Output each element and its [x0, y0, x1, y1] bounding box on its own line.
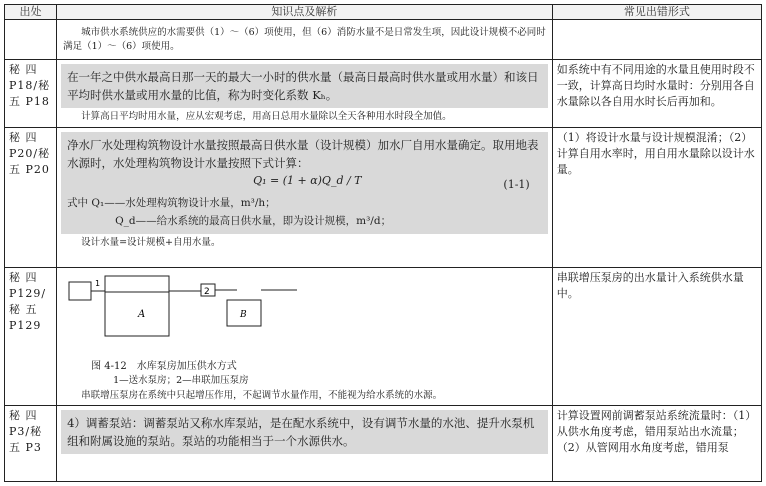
- row-note: 城市供水系统供应的水需要供（1）～（6）项使用，但（6）消防水量不是日常发生项，因此设计规模不必同时满足（1）～（6）项使用。: [63, 27, 546, 52]
- header-knowledge: 知识点及解析: [57, 5, 553, 20]
- excerpt-box: 在一年之中供水最高日那一天的最大一小时的供水量（最高日最高时供水量或用水量）和该日平均时供水量或用水量的比值，称为时变化系数 Kₕ。: [61, 64, 548, 108]
- formula: [67, 172, 542, 194]
- header-row: [5, 5, 762, 20]
- row-note: 计算高日平均时用水量，应从宏观考虑，用高日总用水量除以全天各种用水时段全加值。: [81, 111, 452, 122]
- label-1: 1: [95, 279, 101, 288]
- figure-title: 图 4-12 水库泵房加压供水方式: [91, 361, 237, 372]
- excerpt-box: 4）调蓄泵站：调蓄泵站又称水库泵站，是在配水系统中，设有调节水量的水池、提升水泵机组和附属设施的泵站。泵站的功能相当于一个水源供水。: [61, 410, 548, 454]
- source-ref: 秘 四 P20/秘 五 P20: [9, 131, 51, 176]
- cell-knowledge: [57, 268, 553, 406]
- cell-source: [5, 128, 57, 268]
- cell-mistake: [552, 268, 761, 406]
- content-table: [4, 4, 762, 482]
- source-ref: 秘 四 P18/秘 五 P18: [9, 63, 51, 108]
- mistake-text: 串联增压泵房的出水量计入系统供水量中。: [556, 271, 744, 300]
- mistake-text: 如系统中有不同用途的水量且使用时段不一致，计算高日均时水量时：分别用各自水量除以各自用水时长后再加和。: [556, 63, 755, 108]
- formula-definition-1: 式中 Q₁——水处理构筑物设计水量，m³/h；: [67, 197, 276, 209]
- label-2: 2: [204, 287, 210, 297]
- reservoir-a: [105, 276, 169, 336]
- formula-expression: Q₁ = (1 + α)Q_d / T: [253, 174, 362, 187]
- header-mistakes: 常见出错形式: [552, 5, 761, 20]
- mistake-text: （1）将设计水量与设计规模混淆；（2）计算自用水率时，用自用水量除以设计水量。: [556, 131, 755, 176]
- excerpt-box: 净水厂水处理构筑物设计水量按照最高日供水量（设计规模）加水厂自用水量确定。取用地表水源时，水处理构筑物设计水量按照下式计算： Q₁ = (1 + α)Q_d / T (1-1) 式中 Q₁——水处理构筑物设计水量，m³/h； Q_d——给水系统的最高日供水量，即为设计规模，m³/d；: [61, 132, 548, 234]
- cell-knowledge: [57, 60, 553, 128]
- table-row: [5, 406, 762, 482]
- label-b: B: [240, 310, 247, 320]
- label-a: A: [138, 309, 146, 320]
- formula-definition-2: Q_d——给水系统的最高日供水量，即为设计规模，m³/d；: [115, 215, 392, 227]
- cell-mistake: [552, 406, 761, 482]
- row-note: 设计水量=设计规模+自用水量。: [81, 237, 221, 248]
- formula-number: (1-1): [503, 178, 530, 191]
- cell-source: [5, 20, 57, 60]
- cell-source: [5, 406, 57, 482]
- mistake-text: 计算设置网前调蓄泵站系统流量时：（1）从供水角度考虑，错用泵站出水流量；（2）从管网用水角度考虑，错用泵: [556, 409, 757, 454]
- source-ref: 秘 四 P129/秘 五 P129: [9, 271, 47, 332]
- cell-mistake: [552, 60, 761, 128]
- pump-diagram-svg: [65, 272, 305, 360]
- source-ref: 秘 四 P3/秘 五 P3: [9, 409, 43, 454]
- cell-mistake: [552, 20, 761, 60]
- cell-source: [5, 268, 57, 406]
- cell-knowledge: [57, 406, 553, 482]
- cell-knowledge: [57, 128, 553, 268]
- table-row: [5, 128, 762, 268]
- cell-knowledge: [57, 20, 553, 60]
- cell-source: [5, 60, 57, 128]
- source-tank: [69, 282, 91, 300]
- pump-diagram: [65, 272, 305, 360]
- table-row: [5, 60, 762, 128]
- header-source: 出处: [5, 5, 57, 20]
- table-row: [5, 268, 762, 406]
- table-row: [5, 20, 762, 60]
- cell-mistake: [552, 128, 761, 268]
- row-note: 串联增压泵房在系统中只起增压作用，不起调节水量作用，不能视为给水系统的水源。: [81, 390, 443, 401]
- figure-legend: 1—送水泵房；2—串联加压泵房: [113, 375, 249, 386]
